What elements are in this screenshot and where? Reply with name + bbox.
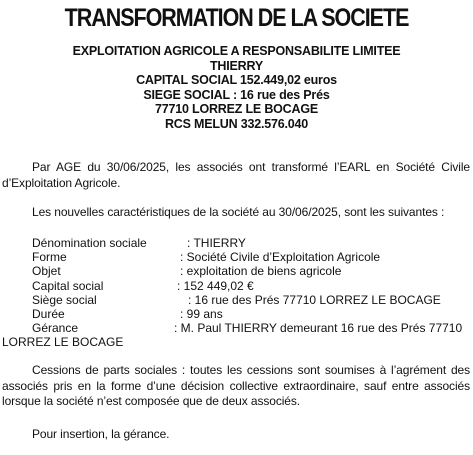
detail-value: : 16 rue des Prés 77710 LORREZ LE BOCAGE (188, 292, 441, 307)
detail-row-siege (2, 293, 472, 307)
company-rcs: RCS MELUN 332.576.040 (164, 116, 309, 131)
detail-label: Siège social (32, 292, 97, 307)
notice-title: TRANSFORMATION DE LA SOCIETE (64, 4, 409, 32)
paragraph-characteristics-intro: Les nouvelles caractéristiques de la société au 30/06/2025, sont les suivantes : (32, 205, 445, 219)
company-capital: CAPITAL SOCIAL 152.449,02 euros (136, 73, 337, 88)
paragraph-transformation: Par AGE du 30/06/2025, les associés ont transformé l’EARL en Société Civile d’Exploitation Agricole. (2, 160, 470, 190)
detail-row-capital (2, 279, 472, 293)
detail-label: Gérance (32, 321, 79, 336)
company-seat: SIEGE SOCIAL : 16 rue des Prés (143, 87, 330, 102)
detail-label: Forme (32, 250, 67, 265)
detail-row-forme (2, 250, 472, 264)
detail-row-objet (2, 264, 472, 278)
detail-gerance-continuation: LORREZ LE BOCAGE (2, 335, 124, 350)
detail-value: : THIERRY (187, 236, 246, 250)
detail-label: Dénomination sociale (32, 236, 147, 250)
detail-label: Capital social (32, 278, 104, 293)
company-city: 77710 LORREZ LE BOCAGE (154, 102, 318, 117)
company-name: THIERRY (209, 58, 263, 73)
company-header (0, 44, 473, 132)
detail-label: Objet (32, 264, 61, 279)
detail-row-denomination (2, 236, 472, 250)
detail-row-duree (2, 307, 472, 321)
detail-value: : M. Paul THIERRY demeurant 16 rue des Prés 77710 (174, 321, 463, 336)
detail-row-gerance (2, 321, 472, 335)
detail-label: Durée (32, 306, 65, 321)
company-type: EXPLOITATION AGRICOLE A RESPONSABILITE LIMITEE (72, 44, 401, 58)
detail-value: : 152 449,02 € (177, 278, 254, 293)
detail-value: : 99 ans (180, 306, 223, 321)
detail-value: : exploitation de biens agricole (180, 264, 342, 279)
characteristics-list (2, 236, 472, 350)
detail-value: : Société Civile d’Exploitation Agricole (180, 250, 381, 265)
paragraph-share-transfers: Cessions de parts sociales : toutes les cessions sont soumises à l’agrément des associés pris en la forme d’une décision collective extraordinaire, sauf entre associés lorsque la société n’est composée que de deux associés. (2, 363, 470, 408)
paragraph-signature: Pour insertion, la gérance. (32, 427, 170, 441)
